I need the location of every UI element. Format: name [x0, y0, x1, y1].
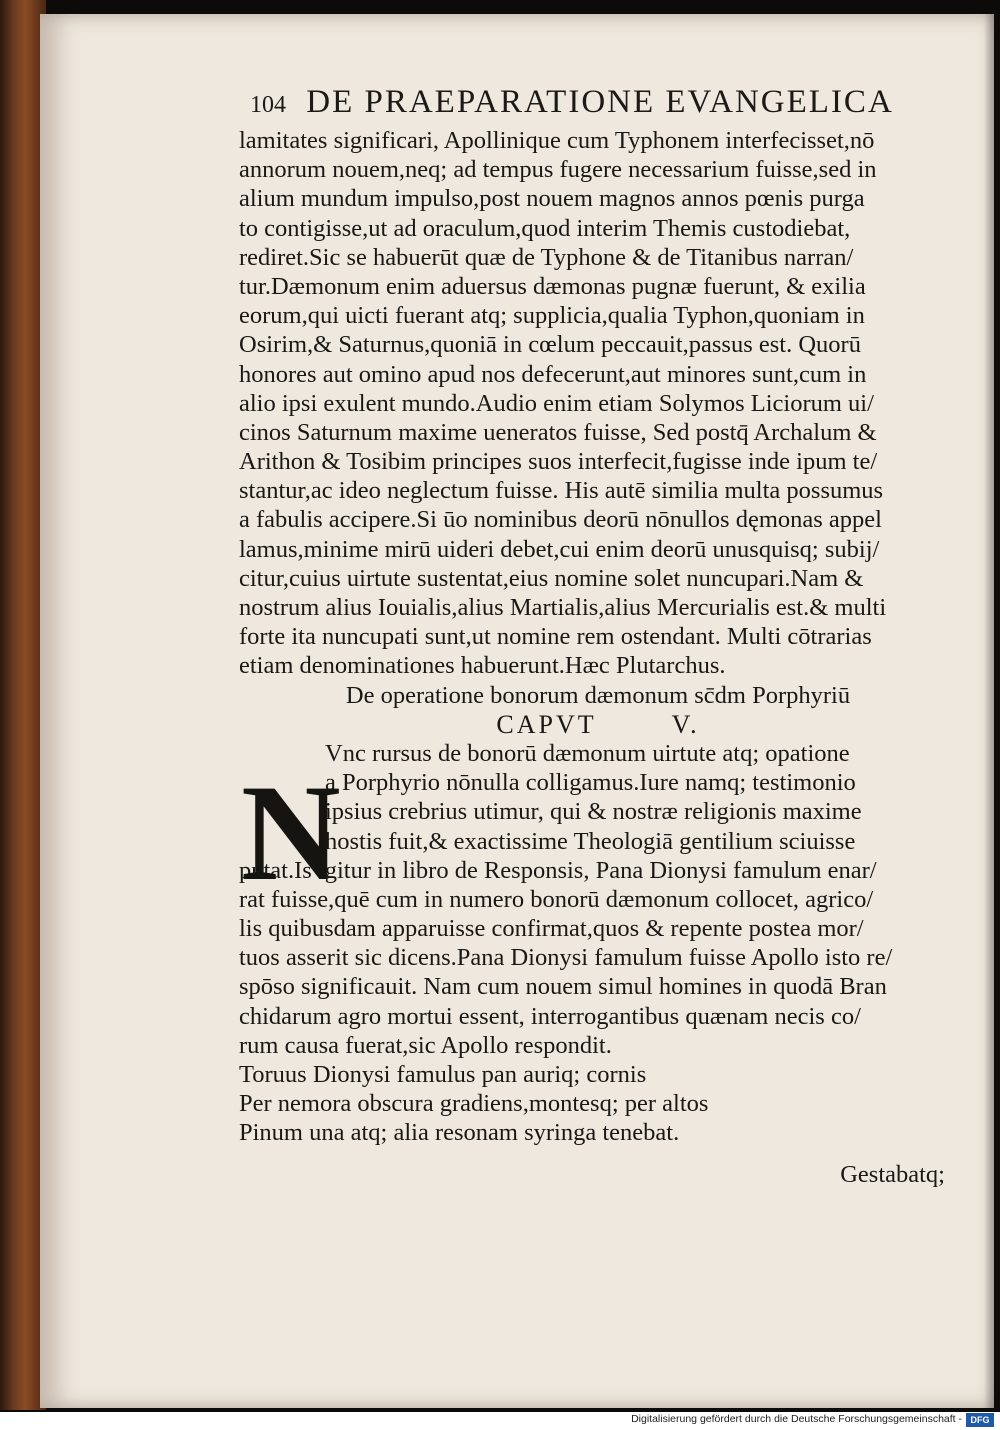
text-line: a fabulis accipere.Si ūo nominibus deorū nōnullos dęmonas appel [239, 506, 882, 534]
text-line: lis quibusdam apparuisse confirmat,quos & repente postea mor/ [239, 915, 864, 943]
text-line: a Porphyrio nōnulla colligamus.Iure namq; testimonio [325, 769, 856, 797]
text-line: tuos asserit sic dicens.Pana Dionysi famulum fuisse Apollo isto re/ [239, 944, 893, 972]
text-line: rum causa fuerat,sic Apollo respondit. [239, 1031, 612, 1059]
text-line: spōso significauit. Nam cum nouem simul homines in quodā Bran [239, 973, 887, 1001]
catchword: Gestabatq; [840, 1160, 945, 1188]
verse-line: Toruus Dionysi famulus pan auriq; cornis [239, 1061, 647, 1088]
text-line: tur.Dæmonum enim aduersus dæmonas pugnæ fuerunt, & exilia [239, 272, 866, 300]
text-line: annorum nouem,neq; ad tempus fugere necessarium fuisse,sed in [239, 156, 877, 184]
text-line: nostrum alius Iouialis,alius Martialis,alius Mercurialis est.& multi [239, 594, 887, 621]
verse-line: Per nemora obscura gradiens,montesq; per altos [239, 1090, 709, 1118]
text-line: hostis fuit,& exactissime Theologiā gentilium sciuisse [325, 827, 856, 855]
text-line: rat fuisse,quē cum in numero bonorū dæmonum collocet, agrico/ [239, 885, 874, 913]
text-line: Osirim,& Saturnus,quoniā in cœlum peccauit,passus est. Quorū [239, 331, 861, 359]
text-line: citur,cuius uirtute sustentat,eius nomine solet nuncupari.Nam & [239, 564, 864, 592]
text-line: stantur,ac ideo neglectum fuisse. His autē similia multa possumus [239, 477, 884, 505]
dfg-logo: DFG [966, 1413, 994, 1427]
text-line: Vnc rursus de bonorū dæmonum uirtute atq; opatione [325, 739, 850, 767]
running-title: DE PRAEPARATIONE EVANGELICA [306, 84, 894, 120]
text-line: to contigisse,ut ad oraculum,quod interim Themis custodiebat, [239, 214, 851, 242]
text-line: alium mundum impulso,post nouem magnos annos pœnis purga [239, 185, 865, 213]
text-line: putat.Is igitur in libro de Responsis, Pana Dionysi famulum enar/ [239, 856, 877, 884]
text-line: ipsius crebrius utimur, qui & nostræ religionis maxime [325, 798, 862, 826]
drop-initial: N [241, 756, 341, 909]
text-line: lamitates significari, Apollinique cum Typhonem interfecisset,nō [239, 127, 875, 154]
page-gutter-shadow [984, 14, 994, 1408]
section-title: De operatione bonorum dæmonum sc̄dm Porphyriū [345, 681, 851, 709]
text-line: alio ipsi exulent mundo.Audio enim etiam Solymos Liciorum ui/ [239, 389, 874, 417]
running-header [250, 84, 950, 124]
verse-line: Pinum una atq; alia resonam syringa tenebat. [239, 1119, 680, 1147]
text-line: chidarum agro mortui essent, interrogantibus quænam necis co/ [239, 1002, 861, 1030]
chapter-heading: CAPVT V. [496, 709, 700, 739]
funding-credit: Digitalisierung gefördert durch die Deutsche Forschungsgemeinschaft - [631, 1413, 962, 1425]
page-body [239, 126, 957, 1189]
text-line: forte ita nuncupati sunt,ut nomine rem ostendant. Multi cōtrarias [239, 623, 872, 651]
text-line: eorum,qui uicti fuerant atq; supplicia,qualia Typhon,quoniam in [239, 302, 865, 330]
page-number: 104 [250, 92, 286, 118]
text-line: etiam denominationes habuerunt.Hæc Plutarchus. [239, 652, 726, 680]
text-line: lamus,minime mirū uideri debet,cui enim deorū unusquisq; subij/ [239, 535, 880, 563]
text-line: honores aut omino apud nos defecerunt,aut minores sunt,cum in [239, 360, 867, 388]
text-line: Arithon & Tosibim principes suos interfecit,fugisse inde ipum te/ [239, 448, 878, 476]
text-line: cinos Saturnum maxime ueneratos fuisse, Sed postq̄ Archalum & [239, 418, 877, 446]
text-line: rediret.Sic se habuerūt quæ de Typhone & de Titanibus narran/ [239, 243, 854, 271]
